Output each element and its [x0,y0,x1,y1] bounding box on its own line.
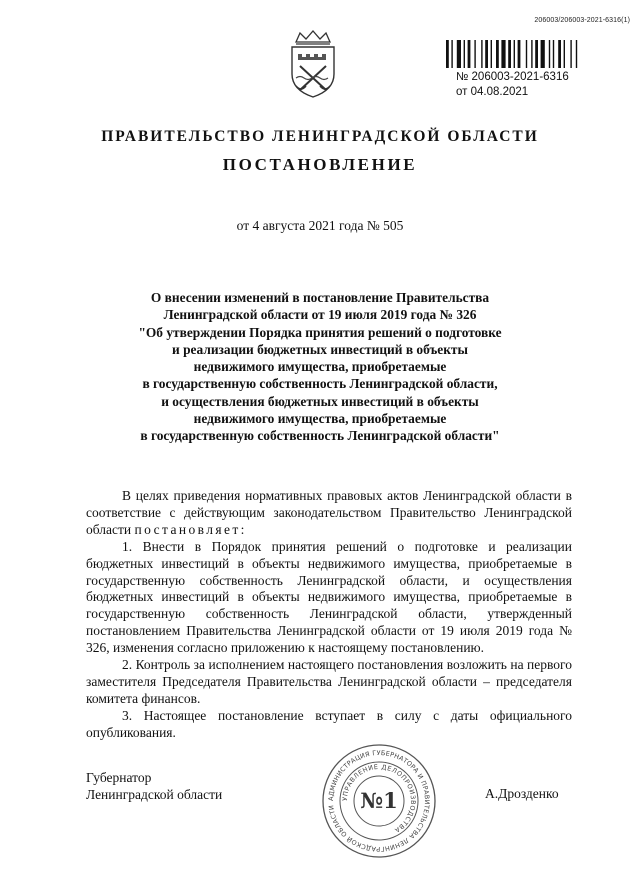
barcode-bar [576,40,577,68]
document-subject [60,289,580,445]
document-date-number: от 4 августа 2021 года № 505 [236,218,404,233]
subject-line: в государственную собственность Ленинградской области, [142,376,498,392]
subject-line: в государственную собственность Ленинградской области" [140,428,500,444]
barcode-bar [558,40,561,68]
barcode-bar [481,40,482,68]
barcode-bar [526,40,527,68]
stamp-inner-text: УПРАВЛЕНИЕ ДЕЛОПРОИЗВОДСТВА [340,762,418,835]
barcode-bar [514,40,515,68]
subject-line: и осуществления бюджетных инвестиций в объекты [161,393,479,409]
barcode-bar [464,40,465,68]
subject-line: и реализации бюджетных инвестиций в объекты [172,341,468,357]
registration-number: № 206003-2021-6316 [456,71,569,83]
preamble-paragraph [86,488,572,539]
stamp-number: №1 [360,788,398,813]
official-stamp [320,742,438,860]
barcode-bar [570,40,571,68]
resolves-word: постановляет: [134,521,247,537]
document-code: 206003/206003-2021-6316(1) [534,17,630,24]
subject-line: недвижимого имущества, приобретаемые [193,411,447,427]
subject-line: недвижимого имущества, приобретаемые [193,359,447,375]
barcode-bar [468,40,471,68]
document-type: ПОСТАНОВЛЕНИЕ [222,155,418,174]
barcode-bar [474,40,475,68]
barcode-bar [549,40,550,68]
subject-line: "Об утверждении Порядка принятия решений о подготовке [138,324,502,340]
subject-line: Ленинградской области от 19 июля 2019 года № 326 [163,307,477,323]
barcode-icon [446,40,594,68]
barcode-bar [535,40,538,68]
barcode-bar [496,40,499,68]
government-title: ПРАВИТЕЛЬСТВО ЛЕНИНГРАДСКОЙ ОБЛАСТИ [101,128,539,145]
signer-title: Губернатор [86,770,152,785]
signer-region: Ленинградской области [86,787,223,802]
preamble-text: В целях приведения нормативных правовых актов Ленинградской области в соответствие с действующим законодательством Правительство Ленинградской области [86,488,572,537]
barcode-bar [553,40,554,68]
barcode-bar [541,40,545,68]
barcode-bar [485,40,488,68]
stamp-ring-text: АДМИНИСТРАЦИЯ ГУБЕРНАТОРА И ПРАВИТЕЛЬСТВА ЛЕНИНГРАДСКОЙ ОБЛАСТИ [326,748,432,854]
barcode-bar [518,40,521,68]
barcode-bar [446,40,449,68]
item-2: 2. Контроль за исполнением настоящего постановления возложить на первого заместителя Председателя Правительства Ленинградской области – председателя комитета финансов. [86,657,572,706]
signer-name: А.Дрозденко [485,786,559,801]
barcode-bar [531,40,532,68]
coat-of-arms-icon [284,30,342,100]
barcode-bar [451,40,452,68]
barcode-bar [501,40,505,68]
item-1: 1. Внести в Порядок принятия решений о подготовке и реализации бюджетных инвестиций в объекты недвижимого имущества, приобретаемые в государственную собственность Ленинградской области, и осуществления бюджетных инвестиций в объекты недвижимого имущества, приобретаемые в государственную собственность Ленинградской области, утвержденный постановлением Правительства Ленинградской области от 19 июля 2019 года № 326, изменения согласно приложению к настоящему постановлению. [86,538,572,656]
subject-line: О внесении изменений в постановление Правительства [150,290,490,305]
document-body [86,488,572,742]
barcode-bar [508,40,511,68]
barcode-bar [457,40,461,68]
registration-date: от 04.08.2021 [456,86,529,98]
barcode-bar [564,40,565,68]
registration-block [456,70,569,100]
signer-position [86,769,222,803]
item-3: 3. Настоящее постановление вступает в силу с даты официального опубликования. [86,707,572,740]
barcode-bar [491,40,492,68]
